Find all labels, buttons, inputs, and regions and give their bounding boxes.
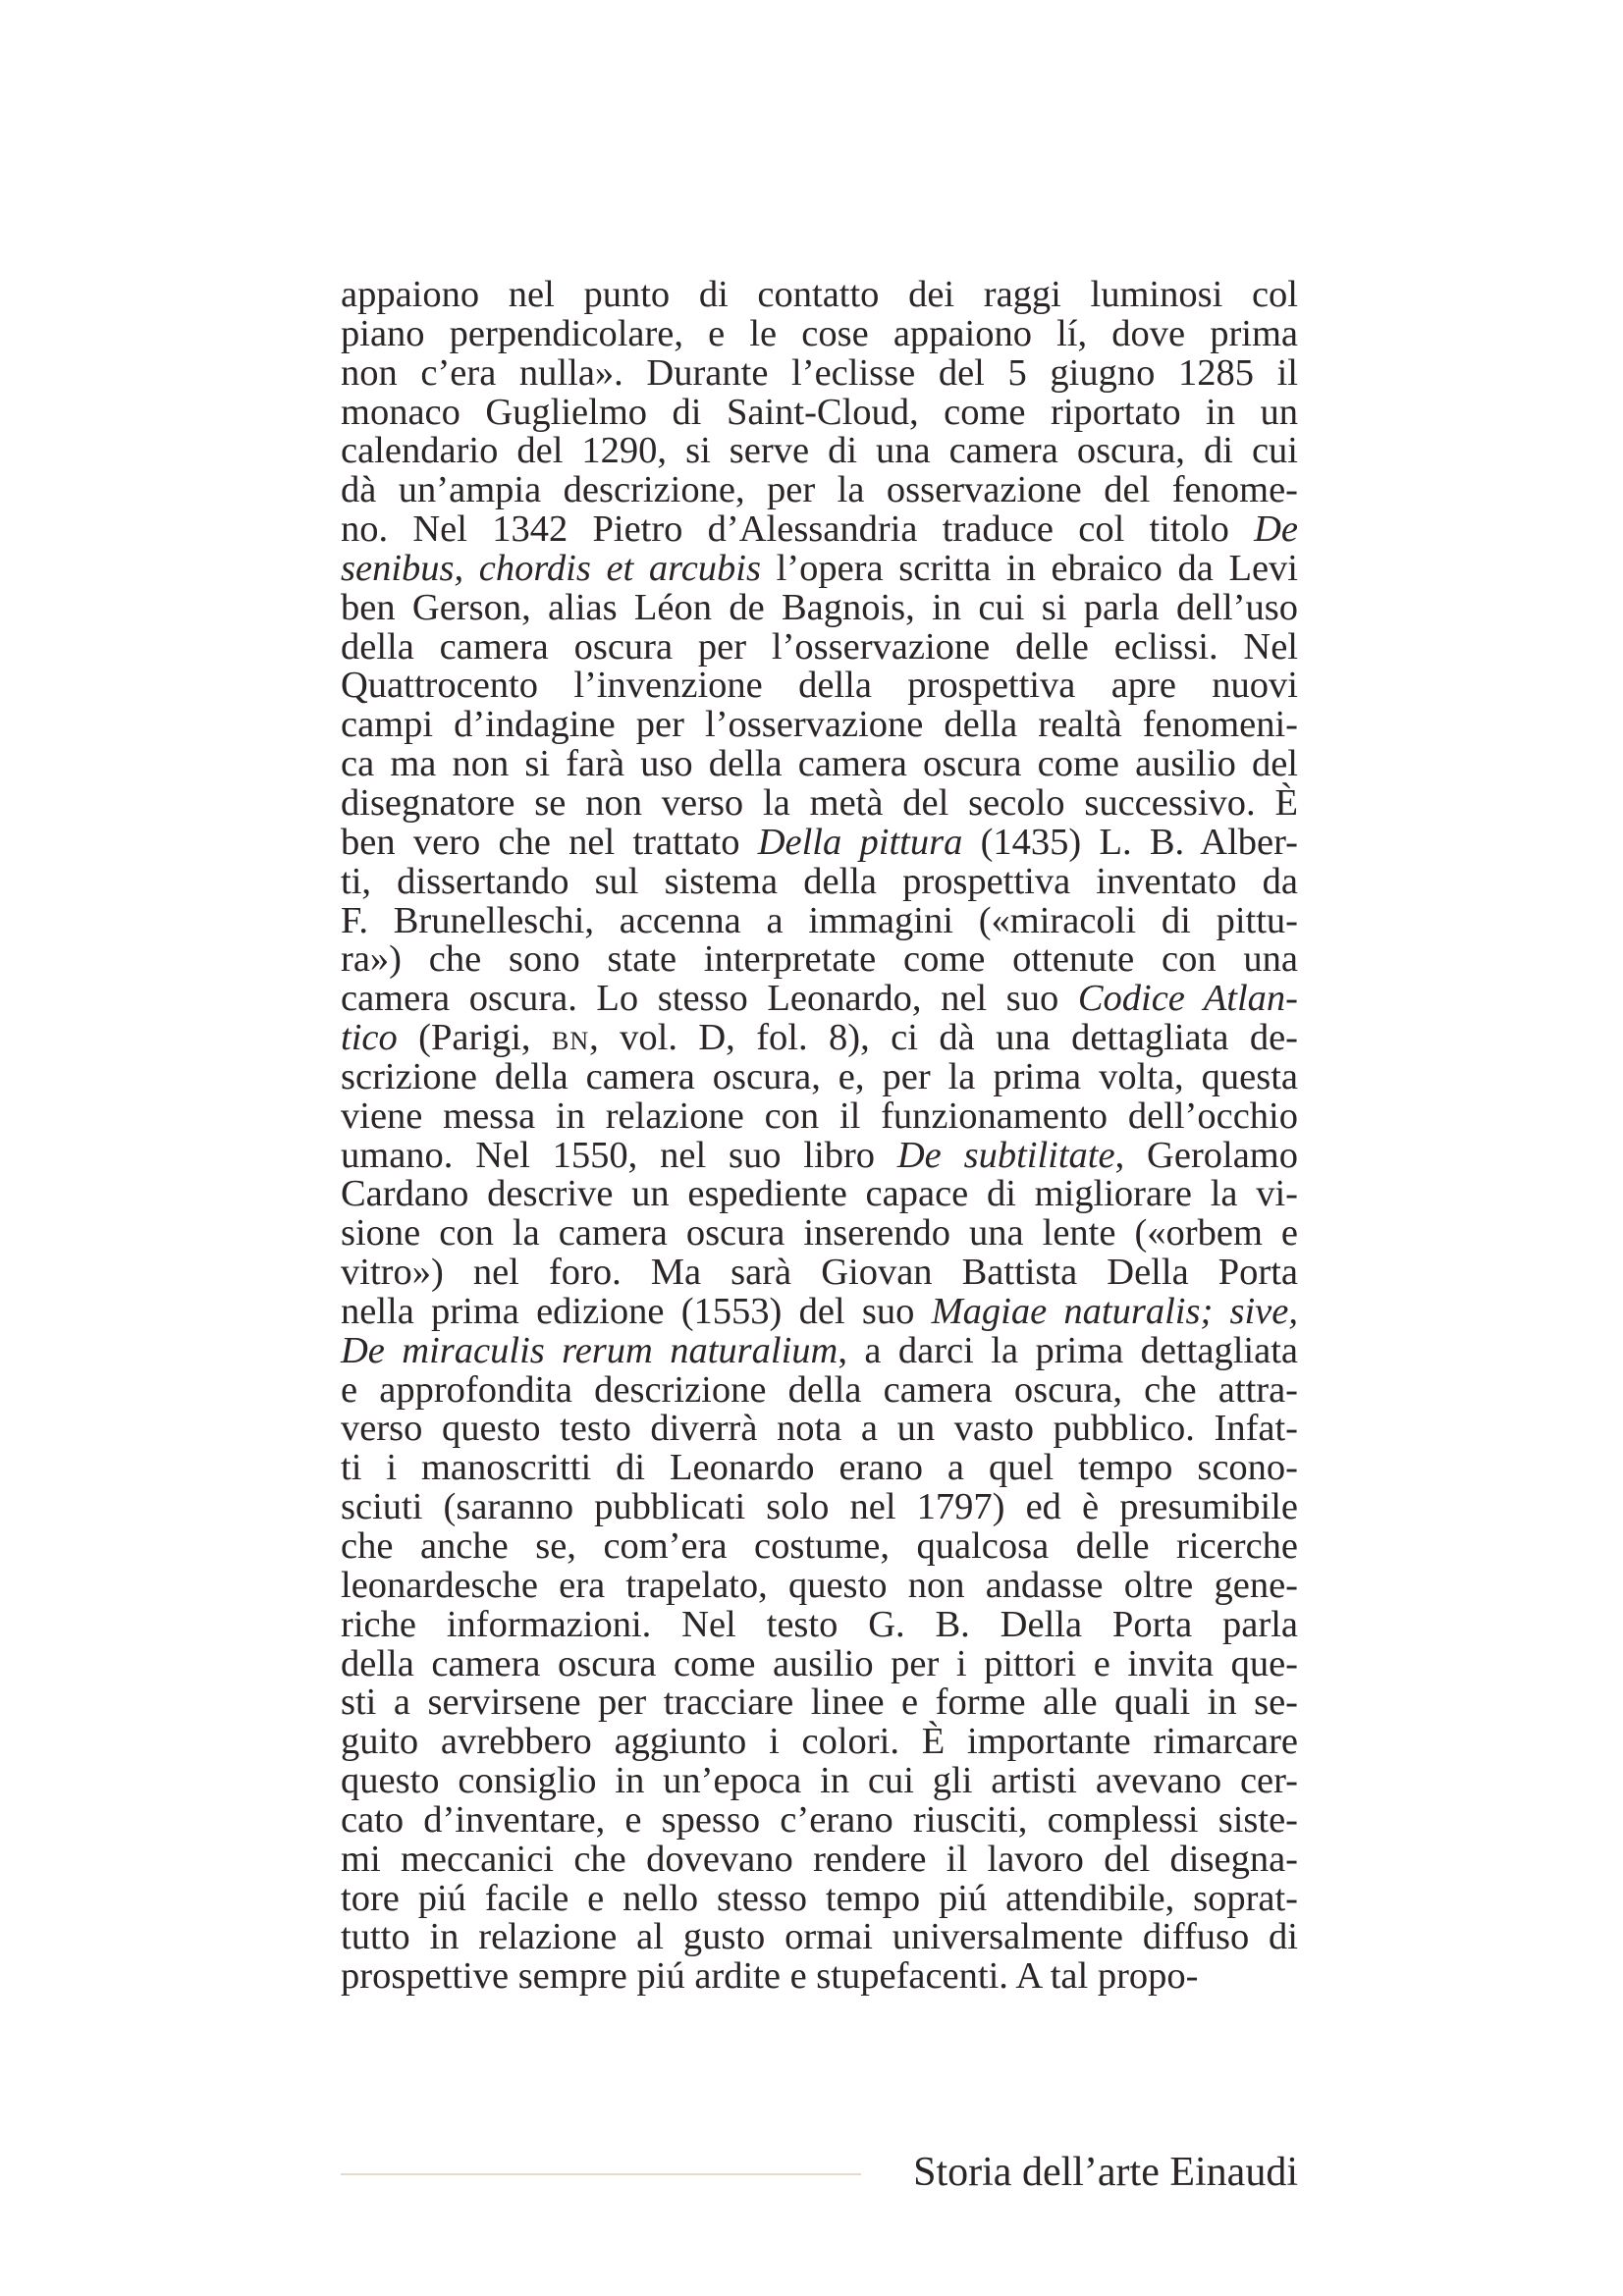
text-line xyxy=(341,745,1298,784)
text-segment: mi meccanici che dovevano rendere il lavoro del disegna- xyxy=(341,1838,1298,1880)
text-line xyxy=(341,1254,1298,1293)
text-line xyxy=(341,1214,1298,1254)
text-segment: sti a servirsene per tracciare linee e forme alle quali in se- xyxy=(341,1682,1298,1724)
text-line xyxy=(341,391,1298,433)
text-segment: , a darci la prima dettagliata xyxy=(838,1329,1298,1371)
text-segment: ben Gerson, alias Léon de Bagnois, in cui si parla dell’uso xyxy=(341,586,1298,628)
text-segment: campi d’indagine per l’osservazione della realtà fenomeni- xyxy=(341,704,1298,746)
text-segment: ti, dissertando sul sistema della prospettiva inventato da xyxy=(341,860,1298,902)
text-segment: verso questo testo diverrà nota a un vasto pubblico. Infat- xyxy=(341,1408,1298,1450)
text-segment: camera oscura. Lo stesso Leonardo, nel suo xyxy=(341,978,1078,1020)
text-line xyxy=(341,980,1298,1019)
text-segment: ti i manoscritti di Leonardo erano a quel tempo scono- xyxy=(341,1447,1298,1489)
text-segment: ben vero che nel trattato xyxy=(341,821,758,863)
text-line xyxy=(341,432,1298,471)
text-segment: riche informazioni. Nel testo G. B. Della Porta parla xyxy=(341,1603,1298,1645)
italic-text: Della pittura xyxy=(757,821,963,863)
text-segment: calendario del 1290, si serve di una camera oscura, di cui xyxy=(341,430,1298,472)
text-segment: viene messa in relazione con il funzionamento dell’occhio xyxy=(341,1095,1298,1137)
footer-title: Storia dell’arte Einaudi xyxy=(913,2150,1298,2195)
text-line xyxy=(341,1527,1298,1567)
text-line xyxy=(341,860,1298,902)
text-line xyxy=(341,586,1298,628)
text-line xyxy=(341,1957,1298,1997)
text-segment: della camera oscura come ausilio per i pittori e invita que- xyxy=(341,1642,1298,1684)
text-segment: guito avrebbero aggiunto i colori. È importante rimarcare xyxy=(341,1721,1298,1763)
text-line xyxy=(341,1723,1298,1762)
footer-rule xyxy=(341,2173,861,2175)
text-segment: monaco Guglielmo di Saint-Cloud, come riportato in un xyxy=(341,391,1298,433)
text-line xyxy=(341,940,1298,980)
text-segment: F. Brunelleschi, accenna a immagini («miracoli di pittu- xyxy=(341,899,1298,941)
text-segment: cato d’inventare, e spesso c’erano riusciti, complessi siste- xyxy=(341,1798,1298,1841)
text-segment: , vol. D, fol. 8), ci dà una dettagliata de- xyxy=(589,1017,1298,1059)
text-line xyxy=(341,899,1298,941)
text-segment: appaiono nel punto di contatto dei raggi luminosi col xyxy=(341,274,1298,315)
italic-text: De miraculis rerum naturalium xyxy=(341,1329,839,1371)
text-segment: (Parigi, xyxy=(397,1017,552,1059)
text-line xyxy=(341,1290,1298,1332)
text-segment: tore piú facile e nello stesso tempo piú attendibile, soprat- xyxy=(341,1877,1298,1919)
text-line xyxy=(341,471,1298,510)
text-segment: questo consiglio in un’epoca in cui gli artisti avevano cer- xyxy=(341,1760,1298,1802)
text-segment: , Gerolamo xyxy=(1114,1134,1298,1176)
text-line xyxy=(341,1175,1298,1214)
small-caps-text: BN xyxy=(551,1027,590,1056)
text-segment: (1435) L. B. Alber- xyxy=(962,821,1298,863)
text-segment: ca ma non si farà uso della camera oscura come ausilio del xyxy=(341,743,1298,785)
text-segment: dà un’ampia descrizione, per la osservazione del fenome- xyxy=(341,469,1298,511)
text-segment: sciuti (saranno pubblicati solo nel 1797) ed è presumibile xyxy=(341,1486,1298,1528)
text-line xyxy=(341,276,1298,315)
text-segment: nella prima edizione (1553) del suo xyxy=(341,1290,932,1332)
page-footer xyxy=(341,2148,1298,2197)
text-segment: tutto in relazione al gusto ormai universalmente diffuso di xyxy=(341,1916,1298,1958)
text-segment: e approfondita descrizione della camera oscura, che attra- xyxy=(341,1368,1298,1411)
italic-text: Codice Atlan- xyxy=(1077,978,1298,1020)
text-line xyxy=(341,1603,1298,1645)
text-segment: Quattrocento l’invenzione della prospettiva apre nuovi xyxy=(341,665,1298,707)
text-line xyxy=(341,1368,1298,1411)
text-line xyxy=(341,625,1298,667)
text-segment: vitro») nel foro. Ma sarà Giovan Battista Della Porta xyxy=(341,1252,1298,1294)
text-line xyxy=(341,1918,1298,1957)
text-line xyxy=(341,781,1298,824)
text-line xyxy=(341,667,1298,706)
text-line xyxy=(341,510,1298,550)
italic-text: senibus, chordis et arcubis xyxy=(341,547,761,589)
text-line xyxy=(341,1488,1298,1527)
text-line xyxy=(341,1410,1298,1449)
text-segment: Cardano descrive un espediente capace di migliorare la vi- xyxy=(341,1173,1298,1215)
body-text xyxy=(341,276,1298,1997)
text-line xyxy=(341,312,1298,354)
text-line xyxy=(341,1019,1298,1058)
text-line xyxy=(341,1329,1298,1371)
text-line xyxy=(341,1877,1298,1919)
text-line xyxy=(341,821,1298,863)
text-line xyxy=(341,351,1298,394)
text-line xyxy=(341,1097,1298,1137)
text-line xyxy=(341,1055,1298,1097)
text-segment: non c’era nulla». Durante l’eclisse del 5 giugno 1285 il xyxy=(341,351,1298,394)
text-segment: che anche se, com’era costume, qualcosa delle ricerche xyxy=(341,1525,1298,1567)
text-segment: sione con la camera oscura inserendo una lente («orbem e xyxy=(341,1212,1298,1255)
text-line xyxy=(341,1838,1298,1880)
text-line xyxy=(341,1642,1298,1684)
text-segment: piano perpendicolare, e le cose appaiono lí, dove prima xyxy=(341,312,1298,354)
text-segment: ra») che sono state interpretate come ottenute con una xyxy=(341,938,1298,981)
text-line xyxy=(341,1449,1298,1488)
text-line xyxy=(341,1762,1298,1801)
text-segment: scrizione della camera oscura, e, per la prima volta, questa xyxy=(341,1055,1298,1097)
italic-text: Magiae naturalis; sive, xyxy=(931,1290,1298,1332)
text-segment: leonardesche era trapelato, questo non andasse oltre gene- xyxy=(341,1564,1298,1606)
text-line xyxy=(341,1564,1298,1606)
text-segment: prospettive sempre piú ardite e stupefacenti. A tal propo- xyxy=(341,1955,1199,1998)
text-segment: l’opera scritta in ebraico da Levi xyxy=(760,547,1298,589)
text-segment: umano. Nel 1550, nel suo libro xyxy=(341,1134,897,1176)
text-segment: disegnatore se non verso la metà del secolo successivo. È xyxy=(341,781,1298,824)
text-line xyxy=(341,1683,1298,1723)
italic-text: tico xyxy=(341,1017,398,1059)
text-line xyxy=(341,547,1298,589)
italic-text: De subtilitate xyxy=(896,1134,1115,1176)
italic-text: De xyxy=(1254,508,1298,551)
text-line xyxy=(341,706,1298,745)
text-segment: no. Nel 1342 Pietro d’Alessandria traduce col titolo xyxy=(341,508,1255,551)
text-line xyxy=(341,1134,1298,1176)
text-segment: della camera oscura per l’osservazione delle eclissi. Nel xyxy=(341,625,1298,667)
text-line xyxy=(341,1798,1298,1841)
